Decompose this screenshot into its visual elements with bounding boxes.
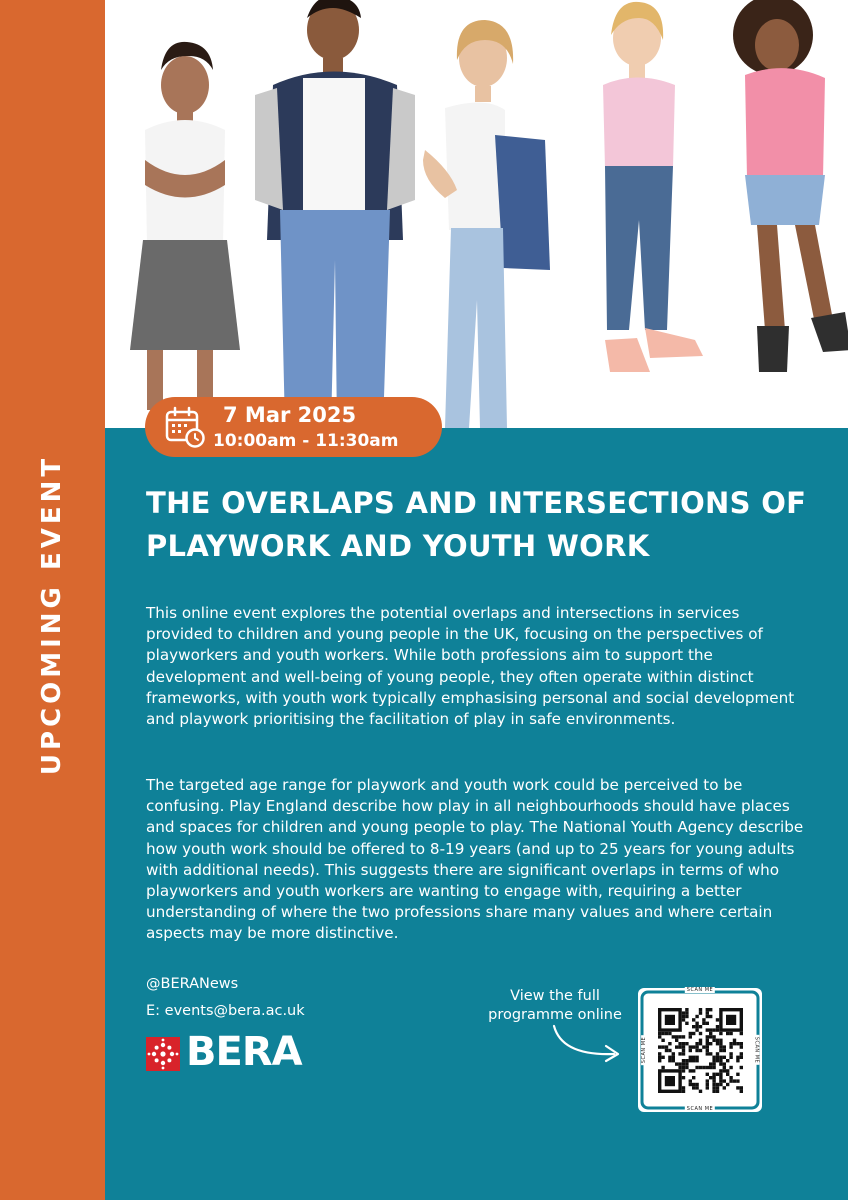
qr-scan-label: SCAN ME [686, 1106, 714, 1112]
description-paragraph: This online event explores the potential overlaps and intersections in services provided to children and young people in the UK, focusing on the perspectives of playworkers and youth workers. While both professions aim to support the development and well-being of young people, they often operate within distinct frameworks, with youth work typically emphasising personal and social development and playwork prioritising the facilitation of play in safe environments. [146, 604, 795, 729]
child-figure [603, 2, 703, 372]
event-time: 10:00am - 11:30am [213, 431, 399, 451]
event-date: 7 Mar 2025 [223, 403, 357, 427]
qr-code[interactable] [638, 988, 762, 1112]
sidebar-label: UPCOMING EVENT [37, 454, 67, 776]
qr-caption: View the full programme online [488, 988, 622, 1023]
contact-email[interactable]: E: events@bera.ac.uk [146, 1003, 305, 1019]
calendar-clock-icon [165, 406, 205, 448]
curved-arrow-icon [548, 1022, 628, 1064]
child-figure [423, 20, 550, 428]
child-figure [255, 0, 415, 428]
child-figure [130, 42, 240, 410]
description-paragraph: The targeted age range for playwork and youth work could be perceived to be confusing. Play England describe how play in all neighbourhoods should have places and spaces for children and young people to play. The National Youth Agency describe how youth work should be offered to 8-19 years (and up to 25 years for young adults with additional needs). This suggests there are significant overlaps in terms of who playworkers and youth workers are wanting to engage with, requiring a better understanding of where the two professions share many values and where certain aspects may be more distinctive. [146, 776, 804, 943]
event-date-badge [145, 397, 442, 457]
children-illustration [105, 0, 848, 428]
child-figure [733, 0, 848, 372]
hero-image [105, 0, 848, 428]
bera-logo-text: BERA [186, 1029, 302, 1075]
qr-scan-label: SCAN ME [752, 1036, 759, 1064]
qr-scan-label: SCAN ME [641, 1036, 648, 1064]
sidebar [0, 0, 105, 1200]
qr-code-icon [638, 988, 762, 1112]
qr-scan-label: SCAN ME [686, 987, 714, 993]
bera-logo-mark-icon [146, 1037, 180, 1071]
social-handle[interactable]: @BERANews [146, 976, 239, 992]
event-title: THE OVERLAPS AND INTERSECTIONS OF PLAYWORK AND YOUTH WORK [146, 486, 807, 563]
